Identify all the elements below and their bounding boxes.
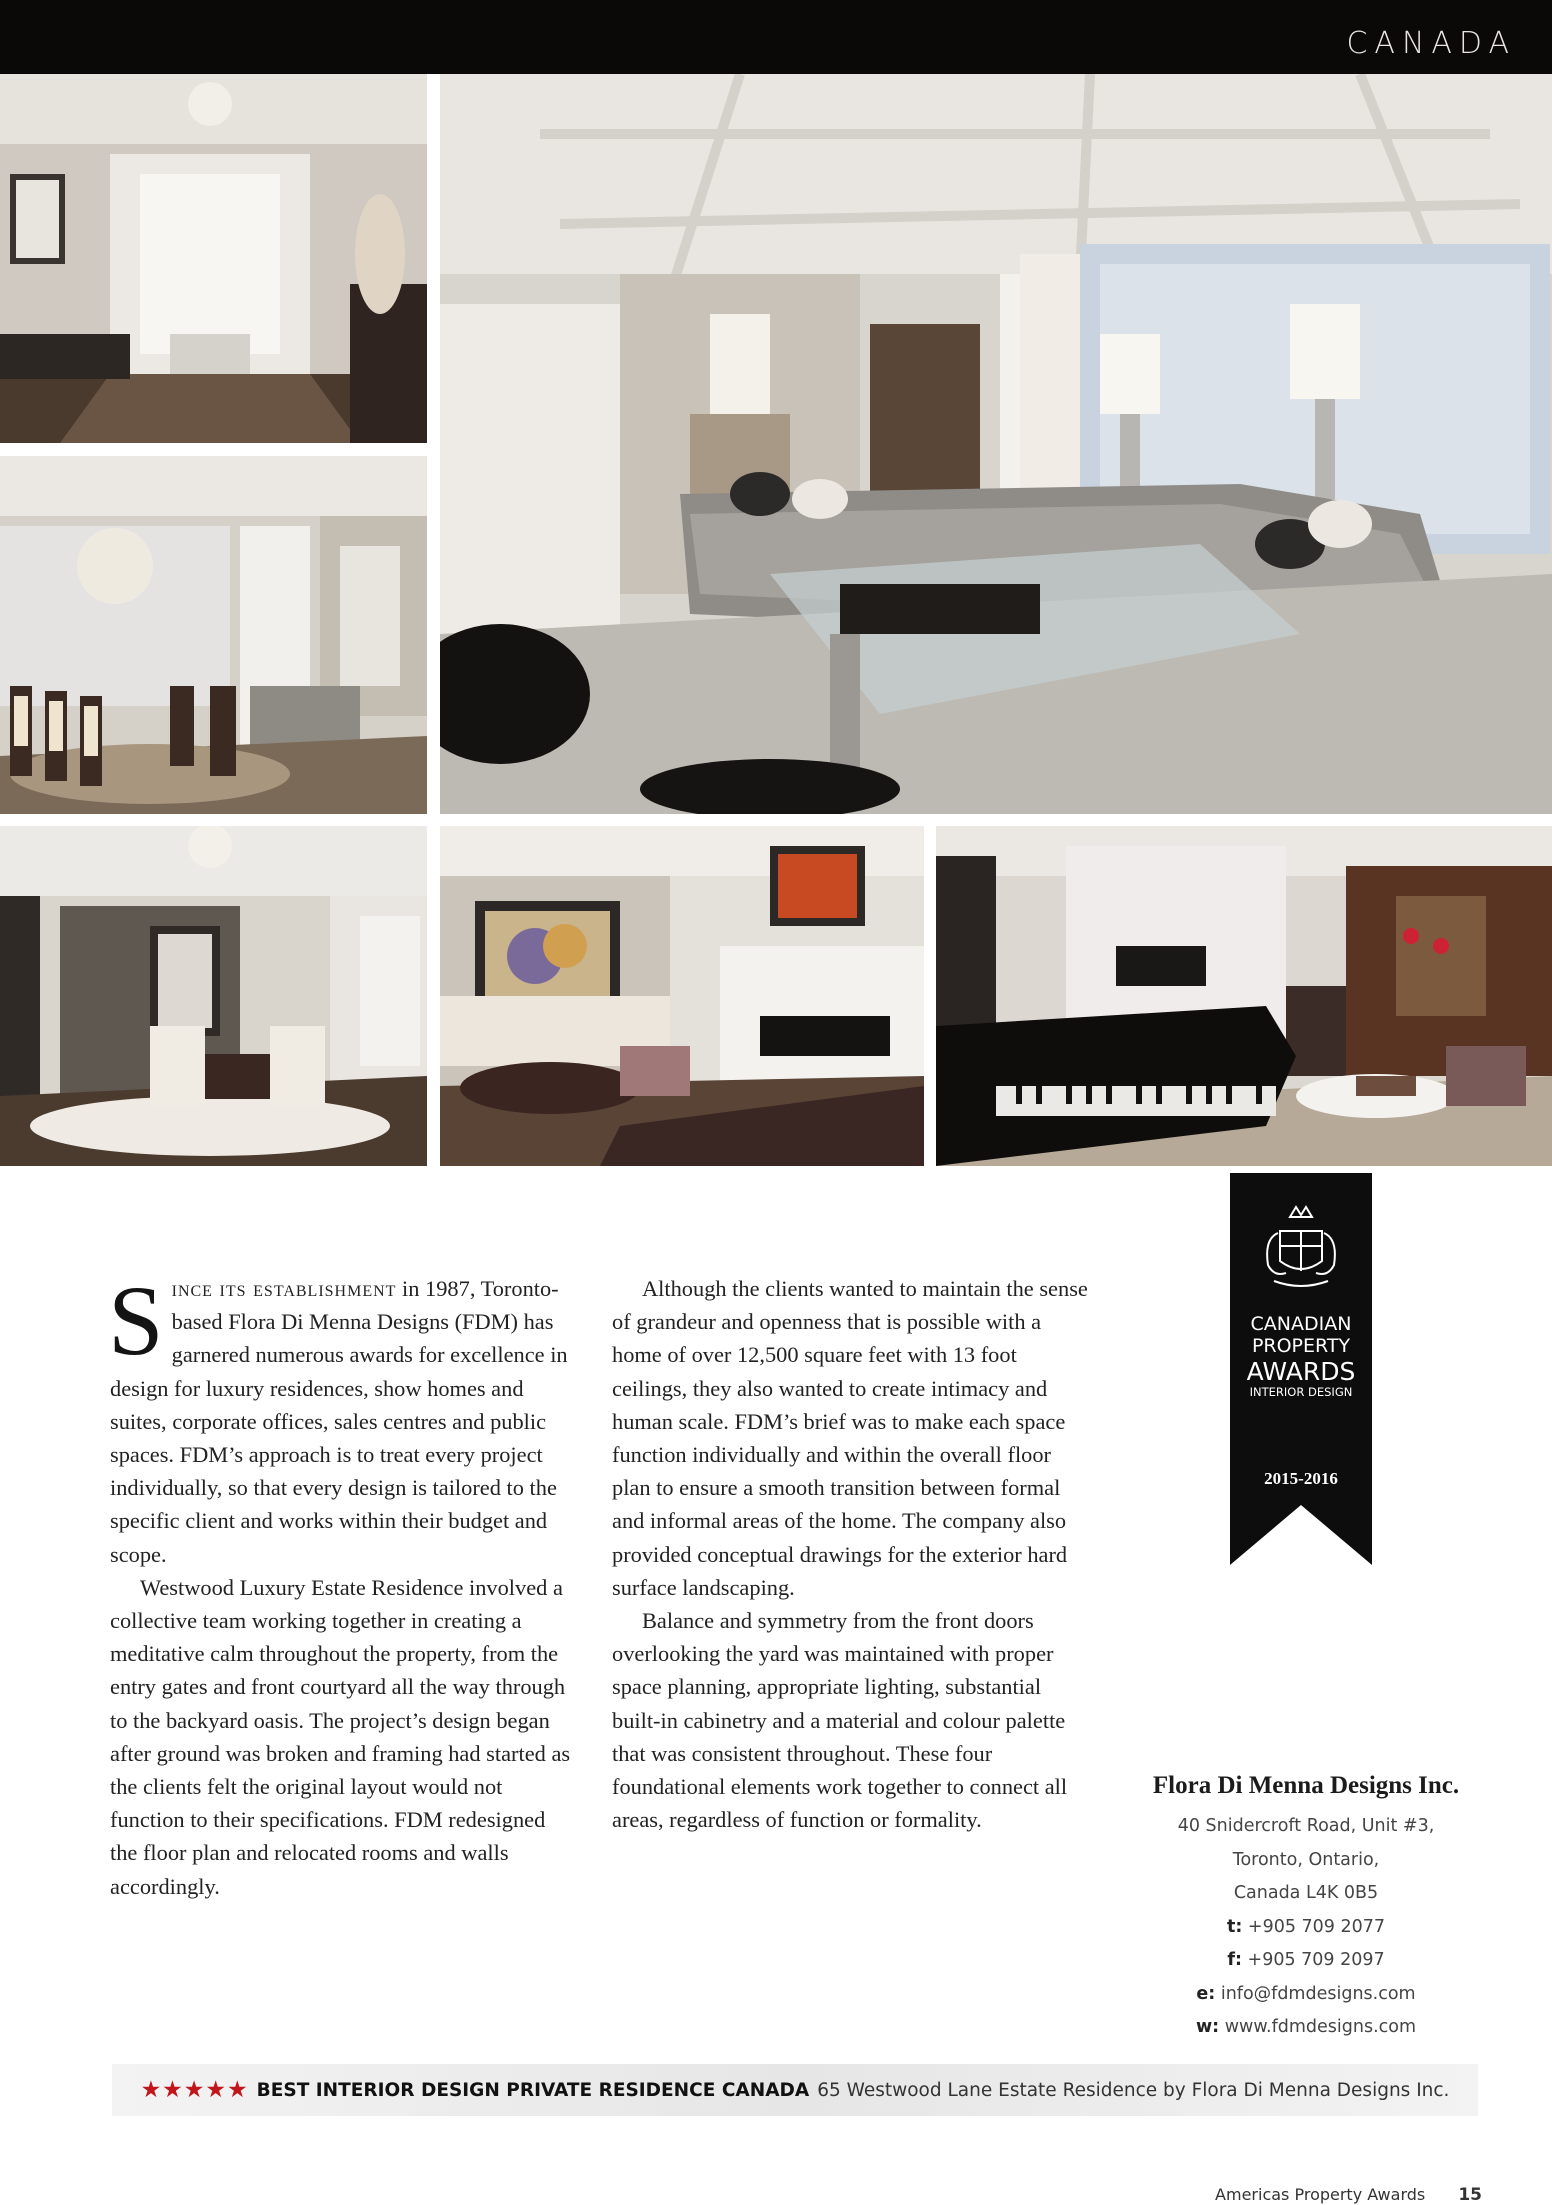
company-details <box>1120 1772 1492 2045</box>
article-column-2 <box>612 1272 1090 1836</box>
photo-entry-hallway <box>0 74 427 443</box>
company-name: Flora Di Menna Designs Inc. <box>1152 1772 1460 1799</box>
photo-lounge-fireplace <box>440 826 924 1166</box>
award-years: 2015-2016 <box>1264 1469 1338 1488</box>
photo-sitting-area <box>0 826 427 1166</box>
photo-living-room <box>440 74 1552 814</box>
email-label: e: <box>1196 1983 1216 2004</box>
award-title-line-2: PROPERTY <box>1251 1335 1351 1357</box>
article-column-1 <box>108 1265 578 1903</box>
article-paragraph-3: Although the clients wanted to maintain the sense of grandeur and openness that is possible with a home of over 12,500 square feet with 13 foot ceilings, they also wanted to create intimacy and human scale. FDM’s brief was to make each space function individually and within the overall floor plan to ensure a smooth transition between formal and informal areas of the home. The company also provided conceptual drawings for the exterior hard surface landscaping. <box>612 1276 1088 1600</box>
award-ribbon <box>1230 1173 1372 1565</box>
award-banner <box>112 2064 1478 2116</box>
photo-dining-room <box>0 456 427 814</box>
banner-award-detail: 65 Westwood Lane Estate Residence by Flora Di Menna Designs Inc. <box>817 2079 1450 2101</box>
phone-label: t: <box>1226 1916 1243 1937</box>
company-email <box>1120 1978 1492 2012</box>
fax-value: +905 709 2097 <box>1247 1950 1385 1970</box>
article-paragraph-2: Westwood Luxury Estate Residence involved a collective team working together in creating a meditative calm throughout the property, from the entry gates and front courtyard all the way through to the backyard oasis. The project’s design began after ground was broken and framing had started as the clients felt the original layout would not function to their specifications. FDM redesigned the floor plan and relocated rooms and walls accordingly. <box>110 1574 571 1899</box>
top-bar <box>0 0 1552 74</box>
award-title-line-1: CANADIAN <box>1250 1313 1352 1335</box>
company-address-line-3: Canada L4K 0B5 <box>1233 1883 1379 1903</box>
article-paragraph-1 <box>108 1265 578 1571</box>
company-phone <box>1120 1911 1492 1945</box>
article-paragraph-4: Balance and symmetry from the front doors overlooking the yard was maintained with proper space planning, appropriate lighting, substantial built-in cabinetry and a material and colour palette that was consistent throughout. These four foundational elements work together to connect all areas, regardless of function or formality. <box>612 1608 1068 1833</box>
region-label: CANADA <box>1346 26 1516 61</box>
lead-in-smallcaps: ince its establishment <box>171 1276 397 1301</box>
company-fax <box>1120 1944 1492 1978</box>
company-address-line-2: Toronto, Ontario, <box>1232 1849 1380 1870</box>
company-address-line-1: 40 Snidercroft Road, Unit #3, <box>1177 1816 1435 1836</box>
fax-label: f: <box>1227 1950 1242 1970</box>
company-website <box>1120 2011 1492 2045</box>
award-title-line-3: AWARDS <box>1246 1357 1356 1386</box>
website-link[interactable]: www.fdmdesigns.com <box>1224 2017 1417 2037</box>
drop-cap: S <box>108 1265 164 1376</box>
award-category: INTERIOR DESIGN <box>1249 1385 1353 1399</box>
paragraph-1-body: in 1987, Toronto-based Flora Di Menna Designs (FDM) has garnered numerous awards for excellence in design for luxury residences, show homes and suites, corporate offices, sales centres and public spaces. FDM’s approach is to treat every project individually, so that every design is tailored to the specific client and works within their budget and scope. <box>110 1276 568 1567</box>
photo-piano-room <box>936 826 1552 1166</box>
phone-value: +905 709 2077 <box>1247 1916 1386 1937</box>
website-label: w: <box>1195 2017 1220 2037</box>
five-star-icon: ★★★★★ <box>140 2077 249 2103</box>
publication-name: Americas Property Awards <box>1215 2185 1426 2204</box>
page-footer <box>1215 2185 1482 2205</box>
banner-award-title: BEST INTERIOR DESIGN PRIVATE RESIDENCE CANADA <box>256 2079 810 2101</box>
page-number: 15 <box>1458 2185 1482 2205</box>
email-link[interactable]: info@fdmdesigns.com <box>1220 1983 1416 2004</box>
